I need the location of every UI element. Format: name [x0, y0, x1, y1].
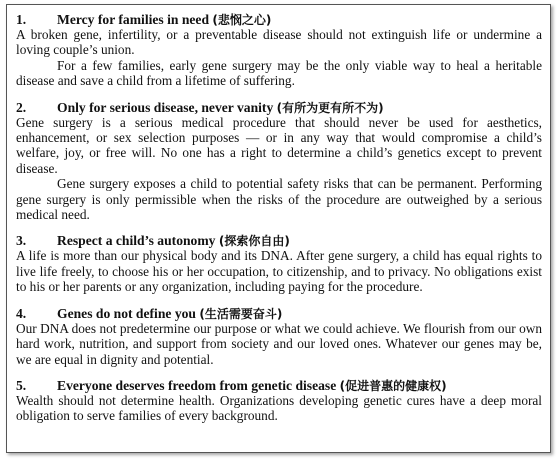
- principle-heading: [16, 12, 542, 27]
- principle-3: [16, 233, 542, 294]
- principle-paragraph: A broken gene, infertility, or a preventable disease should not extinguish life or undermine a loving couple’s union.: [16, 27, 542, 58]
- document-panel: [6, 4, 551, 453]
- principle-number: 3.: [16, 233, 27, 249]
- principle-heading: [16, 233, 542, 248]
- principle-title-chinese: (悲悯之心): [212, 13, 272, 27]
- principle-title: Mercy for families in need: [57, 12, 210, 27]
- principle-title-chinese: (有所为更有所不为): [276, 100, 384, 115]
- principle-title: Everyone deserves freedom from genetic disease: [57, 377, 337, 393]
- principle-1: [16, 12, 542, 89]
- principle-title-chinese: (促进普惠的健康权): [339, 378, 447, 393]
- principle-heading: [16, 100, 542, 115]
- principle-number: 4.: [16, 305, 27, 321]
- principle-paragraph: Gene surgery exposes a child to potential safety risks that can be permanent. Performing gene surgery is only permissible when the risks of the procedure are outweighed by a serious medical need.: [16, 176, 542, 223]
- principle-2: [16, 100, 542, 223]
- principle-heading: [16, 306, 542, 321]
- principle-number: 1.: [16, 12, 27, 27]
- principle-title-chinese: (探索你自由): [218, 234, 290, 249]
- principle-heading: [16, 378, 542, 393]
- principle-4: [16, 306, 542, 367]
- principle-title: Only for serious disease, never vanity: [57, 99, 274, 115]
- principle-5: [16, 378, 542, 424]
- principle-number: 5.: [16, 377, 27, 393]
- principle-paragraph: Wealth should not determine health. Organizations developing genetic cures have a deep moral obligation to serve families of every background.: [16, 392, 542, 424]
- principle-paragraph: A life is more than our physical body and its DNA. After gene surgery, a child has equal rights to live life freely, to choose his or her occupation, to citizenship, and to privacy. No obligations exist to his or her parents or any organization, including paying for the procedure.: [16, 248, 542, 295]
- principle-paragraph: Gene surgery is a serious medical procedure that should never be used for aesthetics, enhancement, or sex selection purposes — or in any way that would compromise a child’s welfare, joy, or free will. No one has a right to determine a child’s genetics except to prevent disease.: [16, 114, 542, 176]
- principle-title: Respect a child’s autonomy: [57, 233, 216, 249]
- principle-number: 2.: [16, 99, 27, 115]
- principle-paragraph: For a few families, early gene surgery may be the only viable way to heal a heritable disease and save a child from a lifetime of suffering.: [16, 57, 542, 89]
- principle-title: Genes do not define you: [57, 305, 196, 321]
- principle-title-chinese: (生活需要奋斗): [199, 306, 283, 321]
- principle-paragraph: Our DNA does not predetermine our purpose or what we could achieve. We flourish from our own hard work, nutrition, and support from society and our loved ones. Whatever our genes may be, we are equal in dignity and potential.: [16, 320, 542, 367]
